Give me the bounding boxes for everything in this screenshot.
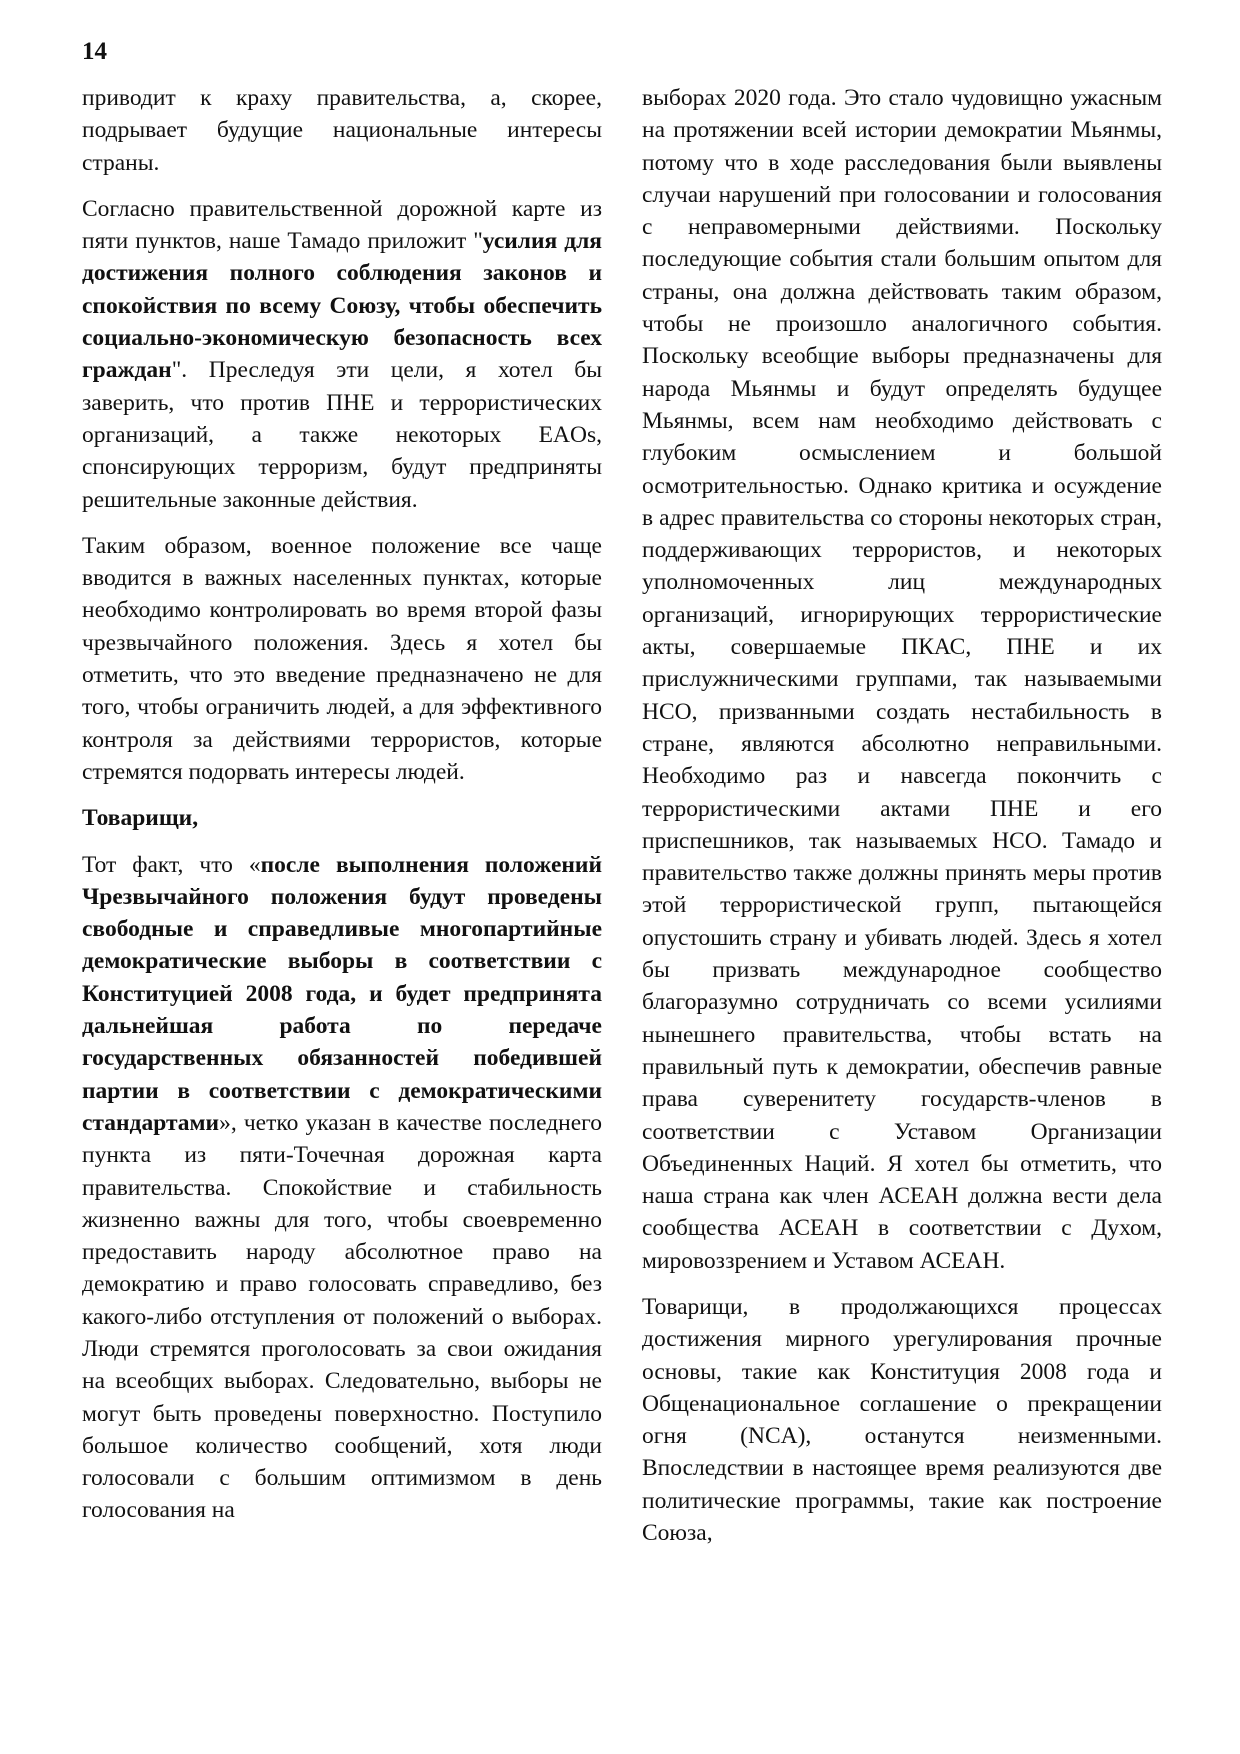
bold-quote: усилия для достижения полного соблюдения законов и спокойствия по всему Союзу, чтобы обеспечить социально-экономическую безопасность всех граждан bbox=[82, 228, 602, 384]
left-column bbox=[82, 82, 602, 1541]
paragraph: Таким образом, военное положение все чаще вводится в важных населенных пунктах, которые необходимо контролировать во время второй фазы чрезвычайного положения. Здесь я хотел бы отметить, что это введение предназначено не для того, чтобы ограничить людей, а для эффективного контроля за действиями террористов, которые стремятся подорвать интересы людей. bbox=[82, 532, 602, 785]
heading-text: Товарищи, bbox=[82, 805, 199, 832]
text-run: Согласно правительственной дорожной карте из пяти пунктов, наше Тамадо приложит " bbox=[82, 195, 602, 255]
text-run: ". Преследуя эти цели, я хотел бы заверить, что против ПНЕ и террористических организаций, а также некоторых EAOs, спонсирующих терроризм, будут предприняты решительные законные действия. bbox=[82, 357, 602, 513]
paragraph-elections-quote bbox=[82, 849, 602, 1527]
right-column bbox=[642, 82, 1162, 1563]
text-run: », четко указан в качестве последнего пункта из пяти-Точечная дорожная карта правительства. Спокойствие и стабильность жизненно важны для того, чтобы своевременно предоставить народу абсолютное право на демократию и право голосовать справедливо, без какого-либо отступления от положений о выборах. Люди стремятся проголосовать за свои ожидания на всеобщих выборах. Следовательно, выборы не могут быть проведены поверхностно. Поступило большое количество сообщений, хотя люди голосовали с большим оптимизмом в день голосования на bbox=[82, 1109, 602, 1524]
page-number: 14 bbox=[82, 38, 107, 65]
section-heading bbox=[82, 802, 602, 834]
paragraph: Товарищи, в продолжающихся процессах достижения мирного урегулирования прочные основы, такие как Конституция 2008 года и Общенациональное соглашение о прекращении огня (NCA), останутся неизменными. Впоследствии в настоящее время реализуются две политические программы, такие как построение Союза, bbox=[642, 1293, 1162, 1547]
paragraph-roadmap-quote bbox=[82, 193, 602, 516]
bold-quote: после выполнения положений Чрезвычайного положения будут проведены свободные и справедливые многопартийные демократические выборы в соответствии с Конституцией 2008 года, и будет предпринята дальнейшая работа по передаче государственных обязанностей победившей партии в соответствии с демократическими стандартами bbox=[82, 851, 602, 1136]
paragraph: выборах 2020 года. Это стало чудовищно ужасным на протяжении всей истории демократии Мьянмы, потому что в ходе расследования были выявлены случаи нарушений при голосовании и голосования с неправомерными действиями. Поскольку последующие события стали большим опытом для страны, она должна действовать таким образом, чтобы не произошло аналогичного события. Поскольку всеобщие выборы предназначены для народа Мьянмы и будут определять будущее Мьянмы, всем нам необходимо действовать с глубоким осмыслением и большой осмотрительностью. Однако критика и осуждение в адрес правительства со стороны некоторых стран, поддерживающих террористов, и некоторых уполномоченных лиц международных организаций, игнорирующих террористические акты, совершаемые ПКАС, ПНЕ и их прислужническими группами, так называемыми НСО, призванными создать нестабильность в стране, являются абсолютно неправильными. Необходимо раз и навсегда покончить с террористическими актами ПНЕ и его приспешников, так называемых НСО. Тамадо и правительство также должны принять меры против этой террористической групп, пытающейся опустошить страну и убивать людей. Здесь я хотел бы призвать международное сообщество благоразумно сотрудничать со всеми усилиями нынешнего правительства, чтобы встать на правильный путь к демократии, обеспечив равные права суверенитету государств-членов в соответствии с Уставом Организации Объединенных Наций. Я хотел бы отметить, что наша страна как член АСЕАН должна вести дела сообщества АСЕАН в соответствии с Духом, мировоззрением и Уставом АСЕАН. bbox=[642, 85, 1162, 1274]
text-run: Тот факт, что « bbox=[82, 851, 261, 878]
paragraph: приводит к краху правительства, а, скорее, подрывает будущие национальные интересы страны. bbox=[82, 85, 602, 176]
